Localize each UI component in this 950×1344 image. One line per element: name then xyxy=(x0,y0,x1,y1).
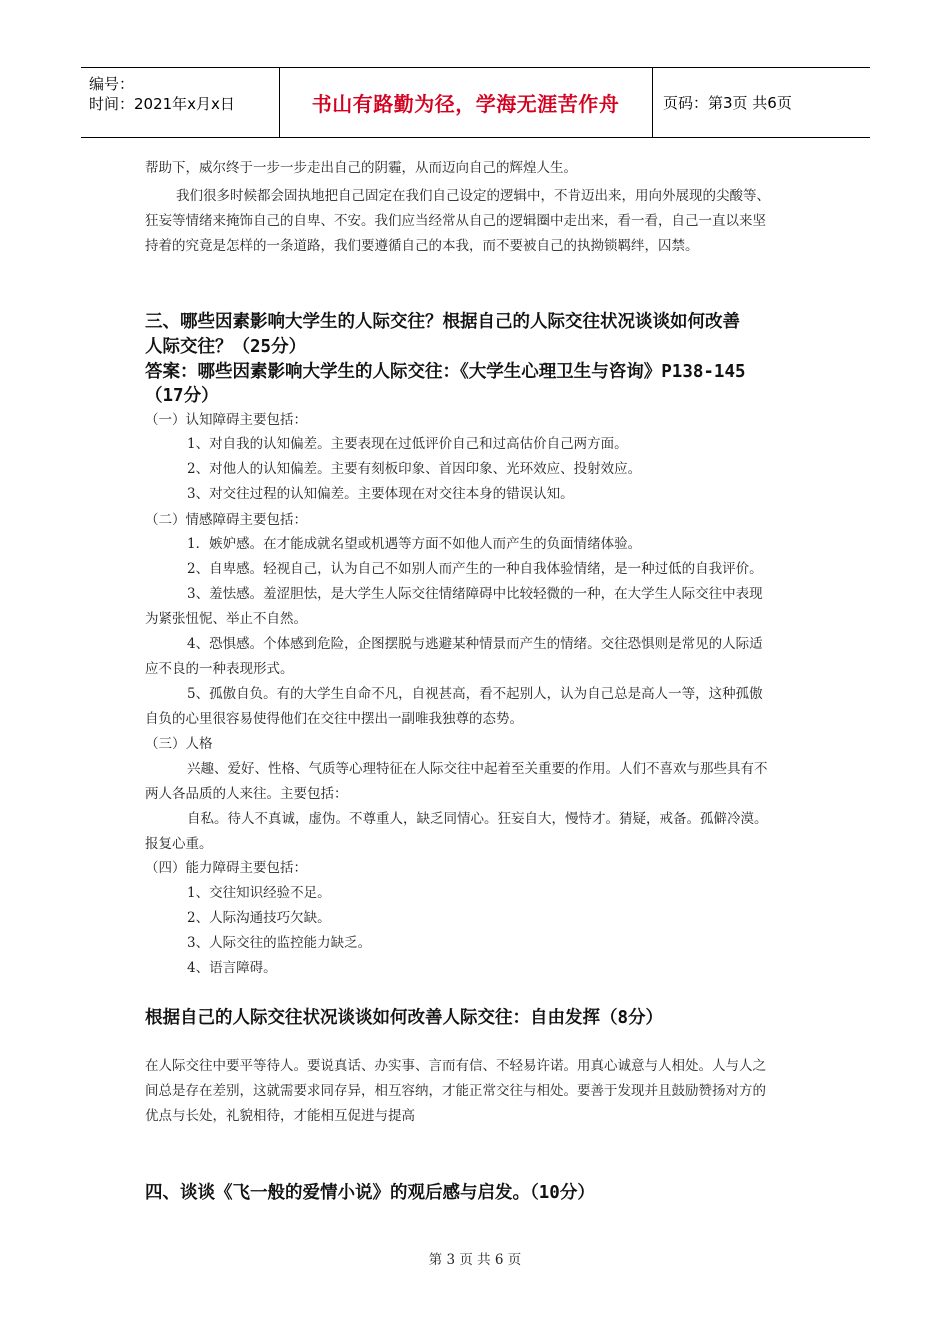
list-item: 1、交往知识经验不足。 xyxy=(187,885,331,901)
paragraph-line: 优点与长处，礼貌相待，才能相互促进与提高 xyxy=(145,1108,415,1124)
page-footer: 第 3 页 共 6 页 xyxy=(428,1252,522,1268)
intro-paragraph-line: 我们很多时候都会固执地把自己固定在我们自己设定的逻辑中，不肯迈出来，用向外展现的尖酸等、 xyxy=(176,188,770,204)
list-item-continuation: 应不良的一种表现形式。 xyxy=(145,661,294,677)
list-item: 2、自卑感。轻视自己，认为自己不如别人而产生的一种自我体验情绪，是一种过低的自我评价。 xyxy=(187,561,763,577)
subsection-heading: （三）人格 xyxy=(145,736,213,752)
page-header xyxy=(81,67,870,138)
subsection-heading: （一）认知障碍主要包括： xyxy=(145,412,307,428)
list-item: 3、对交往过程的认知偏差。主要体现在对交往本身的错误认知。 xyxy=(187,486,574,502)
list-item: 3、人际交往的监控能力缺乏。 xyxy=(187,935,372,951)
header-motto: 书山有路勤为径，学海无涯苦作舟 xyxy=(311,92,620,116)
header-meta xyxy=(89,74,235,114)
header-divider xyxy=(652,68,653,137)
list-item: 2、人际沟通技巧欠缺。 xyxy=(187,910,331,926)
section-title: 四、谈谈《飞一般的爱情小说》的观后感与启发。（10分） xyxy=(145,1183,595,1203)
list-item: 3、羞怯感。羞涩胆怯，是大学生人际交往情绪障碍中比较轻微的一种，在大学生人际交往中表现 xyxy=(187,586,763,602)
header-page-number: 页码：第3页 共6页 xyxy=(663,94,792,112)
list-item: 5、孤傲自负。有的大学生自命不凡，自视甚高，看不起别人，认为自己总是高人一等，这种孤傲 xyxy=(187,686,763,702)
list-item: 2、对他人的认知偏差。主要有刻板印象、首因印象、光环效应、投射效应。 xyxy=(187,461,642,477)
list-item-continuation: 为紧张忸怩、举止不自然。 xyxy=(145,611,307,627)
list-item: 4、恐惧感。个体感到危险，企图摆脱与逃避某种情景而产生的情绪。交往恐惧则是常见的人际适 xyxy=(187,636,763,652)
paragraph-line: 兴趣、爱好、性格、气质等心理特征在人际交往中起着至关重要的作用。人们不喜欢与那些具有不 xyxy=(187,761,768,777)
paragraph-line: 间总是存在差别，这就需要求同存异，相互容纳，才能正常交往与相处。要善于发现并且鼓励赞扬对方的 xyxy=(145,1083,766,1099)
paragraph-line: 自私。待人不真诚，虚伪。不尊重人，缺乏同情心。狂妄自大，慢恃才。猜疑，戒备。孤僻冷漠。 xyxy=(187,811,768,827)
intro-line: 帮助下，威尔终于一步一步走出自己的阴霾，从而迈向自己的辉煌人生。 xyxy=(145,160,577,176)
paragraph-line: 在人际交往中要平等待人。要说真话、办实事、言而有信、不轻易许诺。用真心诚意与人相处。人与人之 xyxy=(145,1058,766,1074)
list-item-continuation: 自负的心里很容易使得他们在交往中摆出一副唯我独尊的态势。 xyxy=(145,711,523,727)
list-item: 1．嫉妒感。在才能成就名望或机遇等方面不如他人而产生的负面情绪体验。 xyxy=(187,536,642,552)
section-title: 人际交往？（25分） xyxy=(145,337,307,357)
list-item: 1、对自我的认知偏差。主要表现在过低评价自己和过高估价自己两方面。 xyxy=(187,436,628,452)
intro-paragraph-line: 狂妄等情绪来掩饰自己的自卑、不安。我们应当经常从自己的逻辑圈中走出来，看一看，自己一直以来坚 xyxy=(145,213,766,229)
improve-heading: 根据自己的人际交往状况谈谈如何改善人际交往：自由发挥（8分） xyxy=(145,1008,664,1028)
intro-paragraph-line: 持着的究竟是怎样的一条道路，我们要遵循自己的本我，而不要被自己的执拗锁羁绊，囚禁。 xyxy=(145,238,699,254)
subsection-heading: （四）能力障碍主要包括： xyxy=(145,860,307,876)
list-item: 4、语言障碍。 xyxy=(187,960,277,976)
document-number: 编号： xyxy=(89,75,135,93)
answer-heading: 答案：哪些因素影响大学生的人际交往：《大学生心理卫生与咨询》P138-145 xyxy=(145,362,746,382)
section-title: 三、哪些因素影响大学生的人际交往？根据自己的人际交往状况谈谈如何改善 xyxy=(145,312,740,332)
document-date: 时间：2021年x月x日 xyxy=(89,95,235,113)
paragraph-line: 报复心重。 xyxy=(145,836,213,852)
answer-heading: （17分） xyxy=(145,386,219,406)
subsection-heading: （二）情感障碍主要包括： xyxy=(145,512,307,528)
paragraph-line: 两人各品质的人来往。主要包括： xyxy=(145,786,348,802)
